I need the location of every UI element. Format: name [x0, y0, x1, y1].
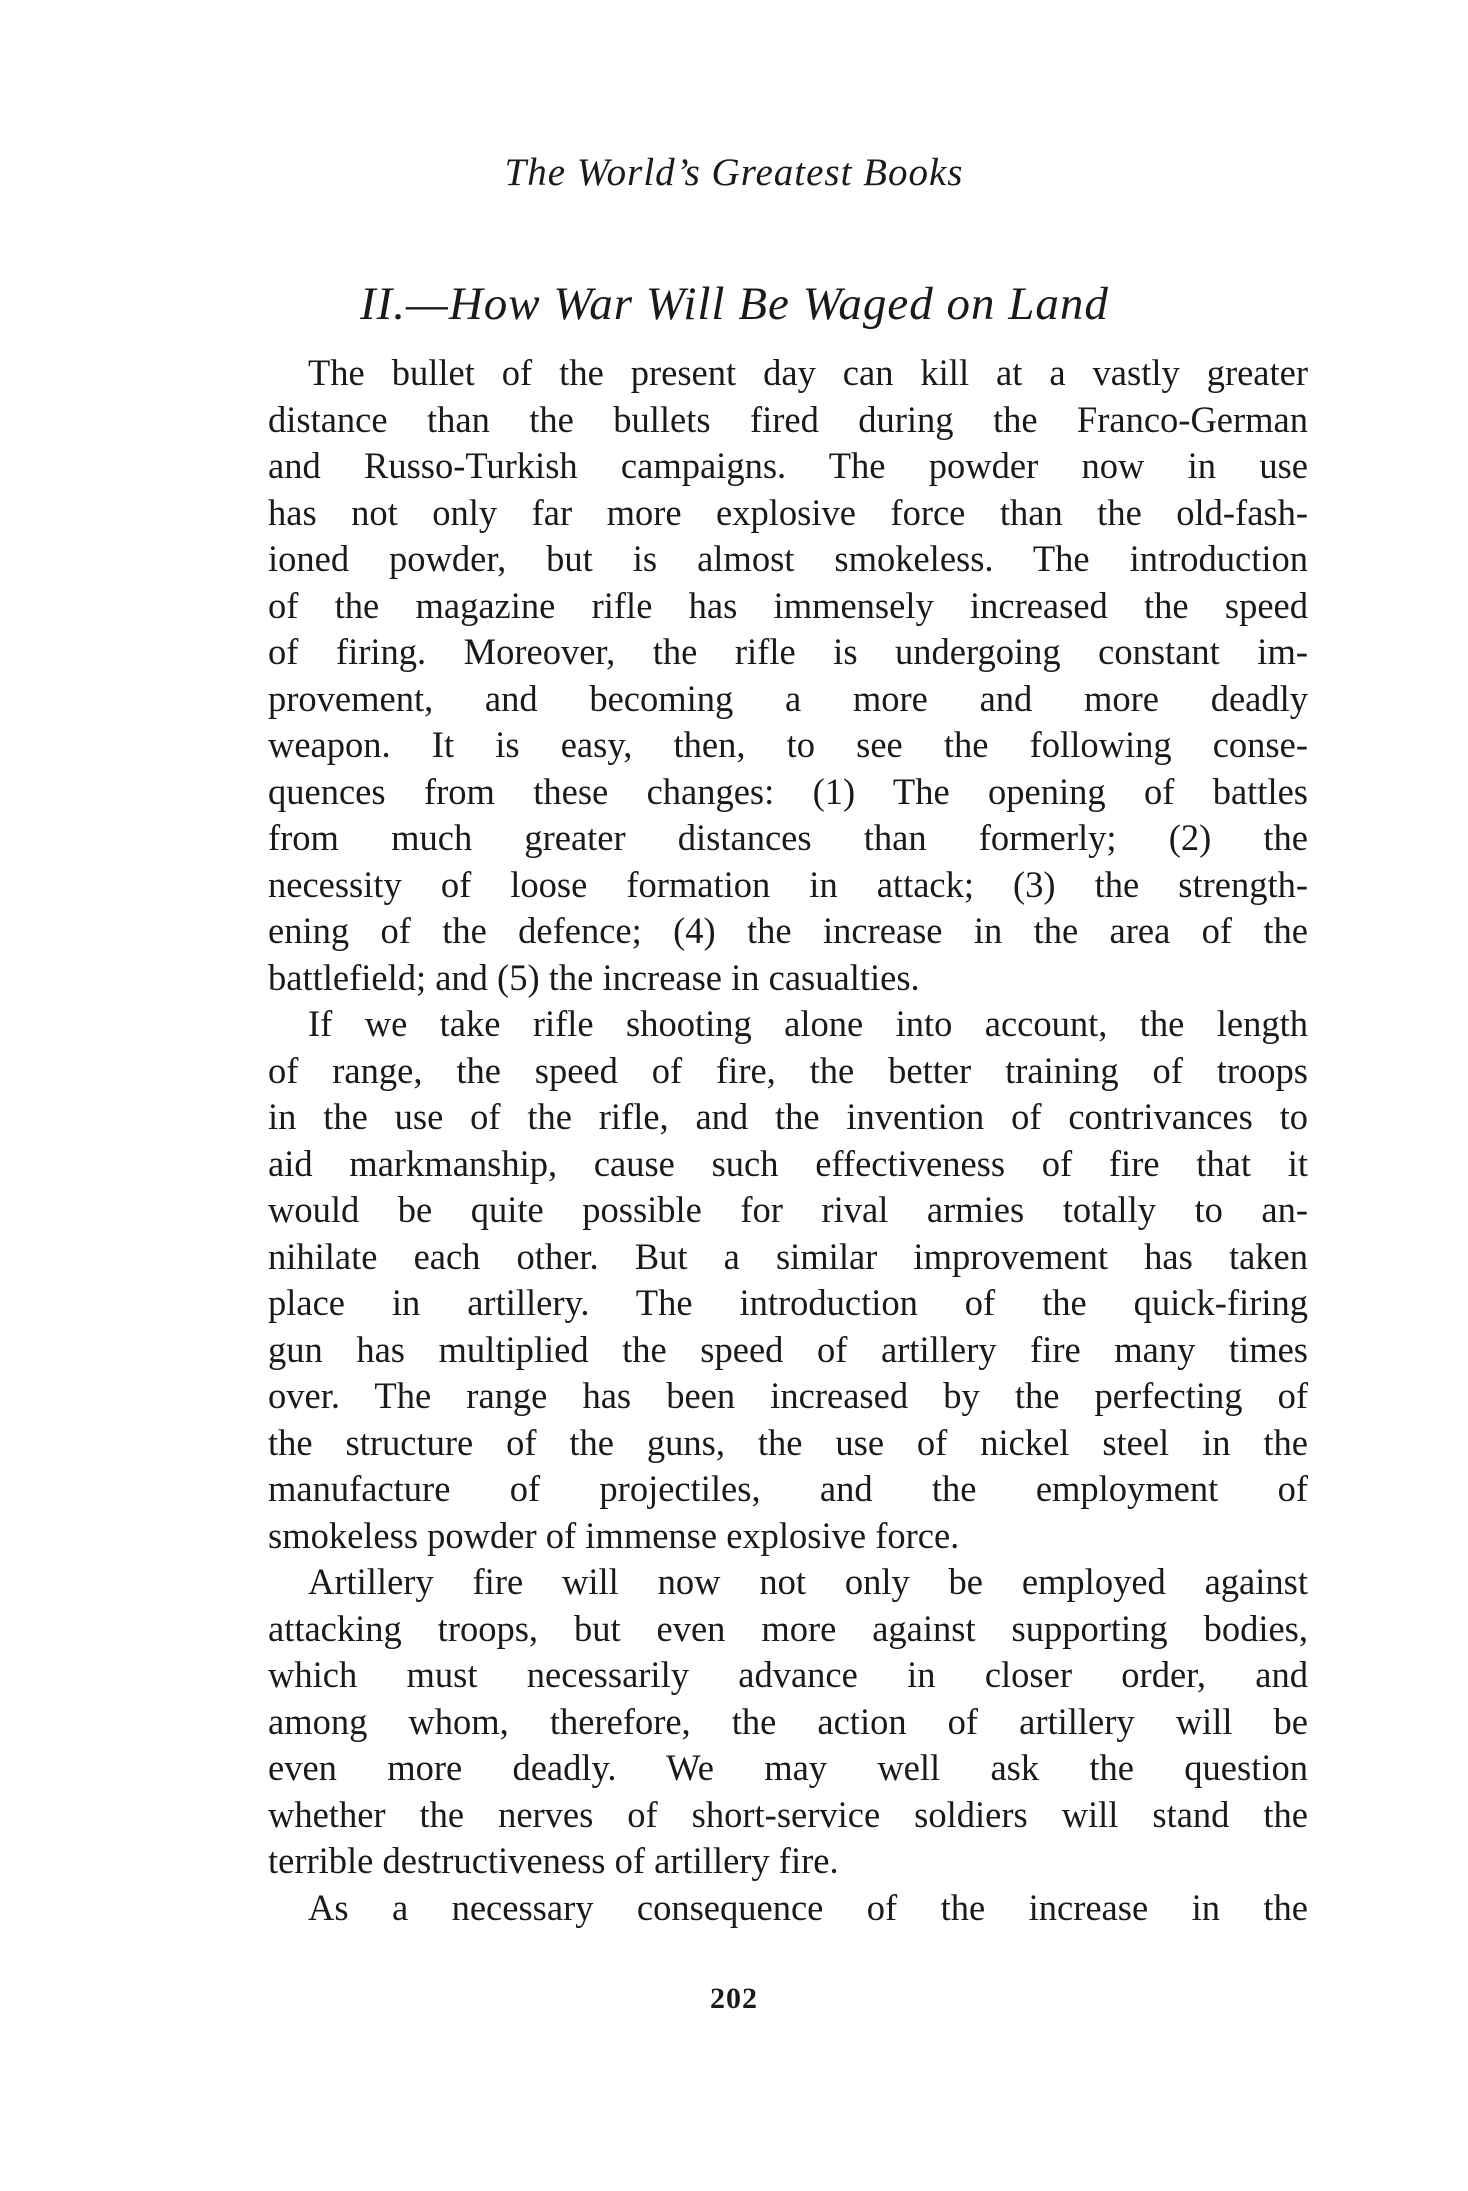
- text-line: gun has multiplied the speed of artillery fire many times: [268, 1328, 1308, 1370]
- text-line: of firing. Moreover, the rifle is undergoing constant im-: [268, 631, 1308, 672]
- text-line: and Russo-Turkish campaigns. The powder now in use: [268, 445, 1308, 486]
- text-line: smokeless powder of immense explosive force.: [268, 1514, 960, 1556]
- text-line: over. The range has been increased by the perfecting of: [268, 1375, 1308, 1416]
- text-line: of the magazine rifle has immensely increased the speed: [268, 584, 1308, 626]
- text-line: whether the nerves of short-service soldiers will stand the: [268, 1793, 1308, 1835]
- body-text: [268, 350, 1308, 1931]
- text-line: If we take rifle shooting alone into account, the length: [308, 1003, 1308, 1044]
- text-line: would be quite possible for rival armies totally to an-: [268, 1189, 1308, 1230]
- running-head: The World’s Greatest Books: [504, 151, 964, 194]
- text-line: As a necessary consequence of the increase in the: [308, 1886, 1308, 1928]
- text-line: from much greater distances than formerly; (2) the: [268, 817, 1308, 858]
- text-line: terrible destructiveness of artillery fire.: [268, 1840, 839, 1881]
- text-line: manufacture of projectiles, and the employment of: [268, 1468, 1308, 1509]
- text-line: even more deadly. We may well ask the question: [268, 1747, 1308, 1788]
- text-line: ening of the defence; (4) the increase in the area of the: [268, 910, 1308, 951]
- text-line: weapon. It is easy, then, to see the following conse-: [268, 724, 1308, 765]
- text-line: battlefield; and (5) the increase in casualties.: [268, 956, 920, 998]
- text-line: distance than the bullets fired during the Franco-German: [268, 398, 1308, 440]
- text-line: the structure of the guns, the use of nickel steel in the: [268, 1421, 1308, 1463]
- page-number: 202: [710, 1982, 758, 2015]
- text-line: nihilate each other. But a similar improvement has taken: [268, 1235, 1308, 1277]
- text-line: quences from these changes: (1) The opening of battles: [268, 770, 1308, 812]
- text-line: necessity of loose formation in attack; (3) the strength-: [268, 863, 1308, 905]
- text-line: which must necessarily advance in closer order, and: [268, 1654, 1308, 1695]
- text-line: among whom, therefore, the action of artillery will be: [268, 1700, 1308, 1742]
- text-line: attacking troops, but even more against supporting bodies,: [268, 1607, 1308, 1649]
- text-line: place in artillery. The introduction of the quick-firing: [268, 1282, 1308, 1323]
- text-line: of range, the speed of fire, the better training of troops: [268, 1049, 1308, 1091]
- text-line: The bullet of the present day can kill at a vastly greater: [308, 352, 1308, 393]
- section-title: II.—How War Will Be Waged on Land: [360, 278, 1109, 330]
- text-line: aid markmanship, cause such effectiveness of fire that it: [268, 1142, 1308, 1184]
- text-line: has not only far more explosive force than the old-fash-: [268, 491, 1308, 533]
- text-line: Artillery fire will now not only be employed against: [308, 1561, 1308, 1602]
- text-line: in the use of the rifle, and the invention of contrivances to: [268, 1096, 1308, 1137]
- text-line: provement, and becoming a more and more deadly: [268, 677, 1308, 719]
- text-line: ioned powder, but is almost smokeless. The introduction: [268, 538, 1308, 579]
